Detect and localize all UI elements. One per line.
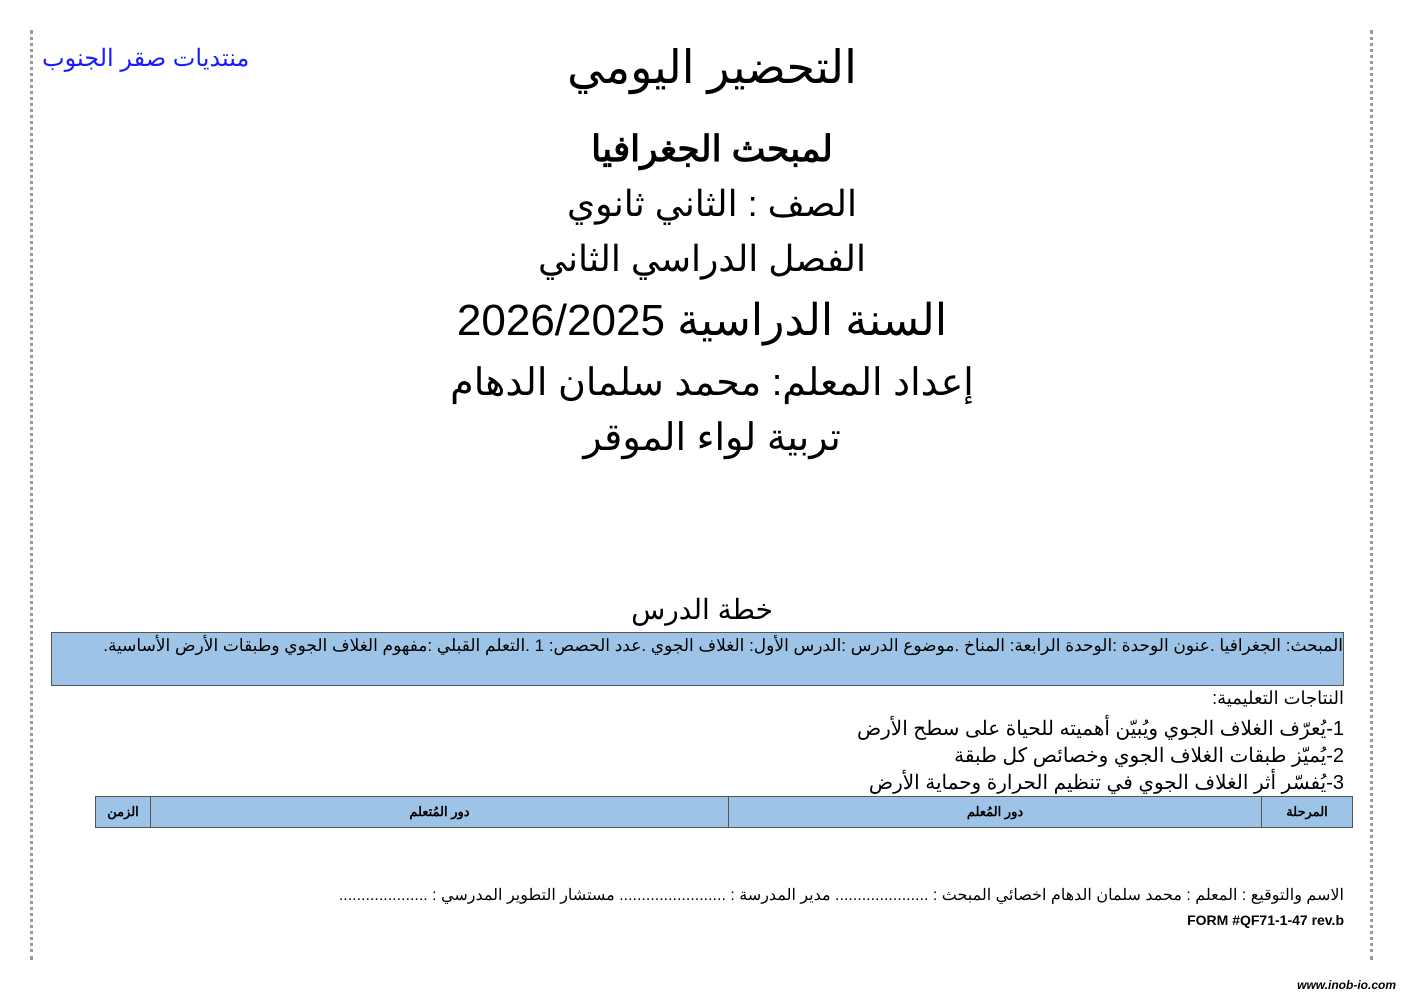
- forum-name: منتديات صقر الجنوب: [42, 45, 250, 72]
- lesson-info: المبحث: الجغرافيا .عنون الوحدة :الوحدة الرابعة: المناخ .موضوع الدرس :الدرس الأول: الغلاف الجوي .عدد الحصص: 1 .التعلم القبلي :مفهوم الغلاف الجوي وطبقات الأرض الأساسية.: [103, 636, 1343, 655]
- grade: الصف : الثاني ثانوي: [566, 183, 858, 224]
- header-time: الزمن: [96, 797, 151, 828]
- subject: لمبحث الجغرافيا: [591, 128, 833, 169]
- plan-table: [95, 796, 1353, 828]
- signatures: الاسم والتوقيع : المعلم : محمد سلمان الدهام اخصائي المبحث : ..................... مدير المدرسة : ........................ مستشار التطوير المدرسي : ....................: [338, 887, 1344, 904]
- lesson-info-box: [51, 632, 1344, 686]
- outcome-1: 1-يُعرّف الغلاف الجوي ويُبيّن أهميته للحياة على سطح الأرض: [856, 718, 1344, 740]
- outcome-2: 2-يُميّز طبقات الغلاف الجوي وخصائص كل طبقة: [954, 745, 1344, 767]
- header-stage: المرحلة: [1262, 797, 1353, 828]
- outcomes-label: النتاجات التعليمية:: [1212, 688, 1344, 708]
- semester: الفصل الدراسي الثاني: [538, 238, 866, 279]
- teacher: إعداد المعلم: محمد سلمان الدهام: [450, 362, 974, 404]
- academic-year: السنة الدراسية 2026/2025: [456, 296, 948, 345]
- website: www.inob-io.com: [1297, 978, 1396, 992]
- header-student-role: دور المُتعلم: [151, 797, 729, 828]
- directorate: تربية لواء الموقر: [583, 417, 841, 459]
- page-title: التحضير اليومي: [567, 41, 857, 93]
- plan-title: خطة الدرس: [631, 594, 773, 625]
- header-teacher-role: دور المُعلم: [729, 797, 1262, 828]
- form-number: FORM #QF71-1-47 rev.b: [1187, 912, 1344, 928]
- outcome-3: 3-يُفسّر أثر الغلاف الجوي في تنظيم الحرارة وحماية الأرض: [868, 772, 1344, 794]
